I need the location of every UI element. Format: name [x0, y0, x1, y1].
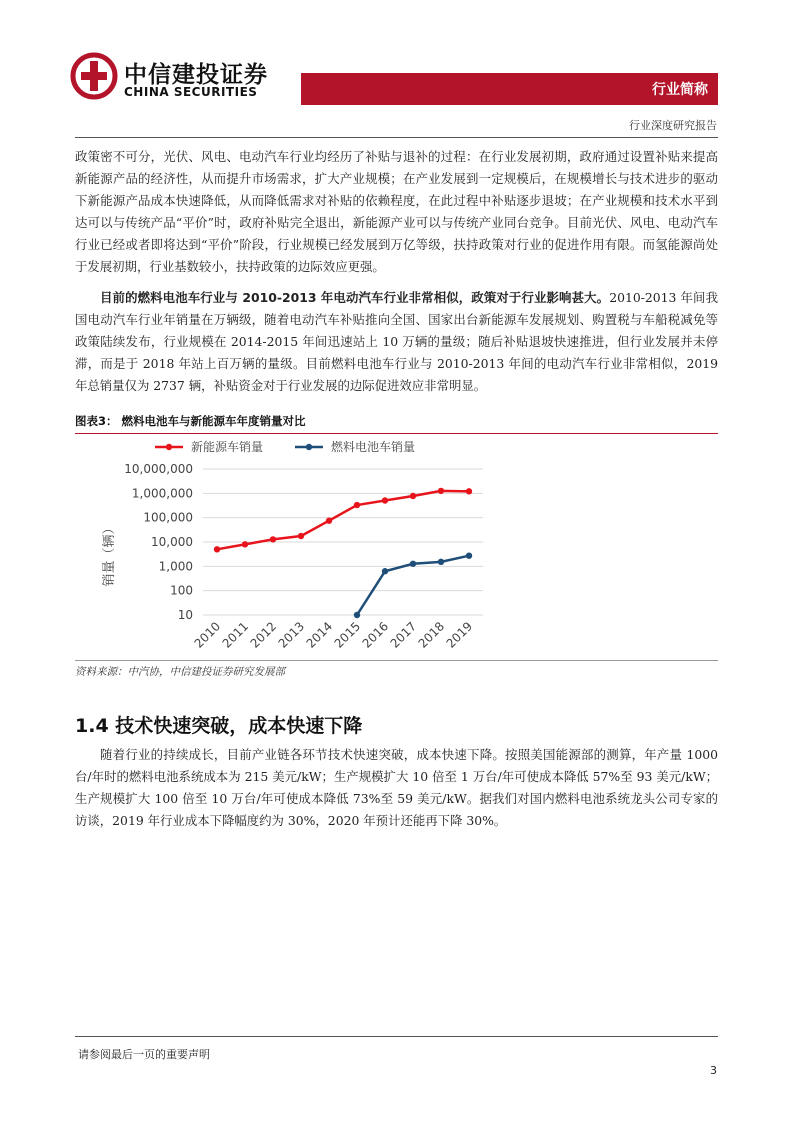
section-heading: 1.4 技术快速突破，成本快速下降	[75, 715, 363, 737]
legend-swatch-marker	[306, 444, 312, 450]
data-point	[354, 502, 360, 508]
brand-name-en: CHINA SECURITIES	[124, 85, 258, 99]
footer-divider	[75, 1036, 718, 1037]
y-tick-label: 100	[170, 583, 193, 598]
data-point	[270, 536, 276, 542]
data-point	[466, 552, 472, 558]
paragraph-2-lead: 目前的燃料电池车行业与 2010-2013 年电动汽车行业非常相似，政策对于行业影响甚大。	[100, 290, 610, 305]
figure-source: 资料来源：中汽协，中信建投证券研究发展部	[75, 666, 285, 678]
paragraph-1: 政策密不可分，光伏、风电、电动汽车行业均经历了补贴与退补的过程：在行业发展初期，政府通过设置补贴来提高新能源产品的经济性，从而提升市场需求，扩大产业规模；在产业发展到一定规模后，在规模增长与技术进步的驱动下新能源产品成本快速降低，从而降低需求对补贴的依赖程度，在此过程中补贴逐步退坡；在产业规模和技术水平到达可以与传统产品“平价”时，政府补贴完全退出，新能源产业可以与传统产业同台竞争。目前光伏、风电、电动汽车行业已经或者即将达到“平价”阶段，行业规模已经发展到万亿等级，扶持政策对行业的促进作用有限。而氢能源尚处于发展初期，行业基数较小，扶持政策的边际效应更强。	[75, 149, 718, 274]
data-point	[242, 541, 248, 547]
figure-title: 图表3： 燃料电池车与新能源车年度销量对比	[75, 414, 306, 428]
x-tick-label: 2010	[191, 619, 224, 651]
header-badge: 行业简称	[652, 82, 708, 98]
page-number: 3	[710, 1064, 717, 1077]
paragraph-3: 随着行业的持续成长，目前产业链各环节技术快速突破，成本快速下降。按照美国能源部的测算，年产量 1000 台/年时的燃料电池系统成本为 215 美元/kW；生产规模扩大 10 倍至 1 万台/年可使成本降低 57%至 93 美元/kW；生产规模扩大 100 倍至 10 万台/年可使成本降低 73%至 59 美元/kW。据我们对国内燃料电池系统龙头公司专家的访谈，2019 年行业成本下降幅度约为 30%，2020 年预计还能再下降 30%。	[75, 747, 718, 828]
legend-label: 新能源车销量	[191, 440, 264, 454]
figure-title-rule	[75, 433, 718, 434]
y-tick-label: 10,000,000	[124, 462, 193, 476]
data-point	[382, 497, 388, 503]
y-tick-label: 10	[177, 608, 193, 622]
paragraph-2-body: 2010-2013 年间我国电动汽车行业年销量在万辆级，随着电动汽车补贴推向全国、国家出台新能源车发展规划、购置税与车船税减免等政策陆续发布，行业规模在 2014-2015 年间迅速站上 10 万辆的量级；随后补贴退坡快速推进，但行业发展并未停滞，而是于 2018 年站上百万辆的量级。目前燃料电池车行业与 2010-2013 年间的电动汽车行业非常相似，2019 年总销量仅为 2737 辆，补贴资金对于行业发展的边际促进效应非常明显。	[75, 290, 718, 393]
china-securities-logo-icon	[70, 52, 118, 100]
y-axis-label: 销量（辆）	[102, 521, 117, 587]
footer-disclaimer: 请参阅最后一页的重要声明	[78, 1048, 210, 1061]
x-tick-label: 2013	[275, 619, 308, 651]
x-tick-label: 2019	[443, 619, 476, 651]
x-tick-label: 2014	[303, 619, 336, 651]
x-tick-label: 2017	[387, 619, 420, 651]
x-tick-label: 2012	[247, 619, 280, 651]
legend-swatch-marker	[166, 444, 172, 450]
data-point	[382, 568, 388, 574]
y-tick-label: 1,000	[158, 559, 193, 574]
data-point	[214, 546, 220, 552]
header-divider	[75, 137, 718, 138]
header-badge-bar	[301, 73, 718, 105]
data-point	[410, 561, 416, 567]
data-point	[466, 488, 472, 494]
x-tick-label: 2018	[415, 619, 448, 651]
data-point	[438, 559, 444, 565]
data-point	[326, 518, 332, 524]
data-point	[410, 493, 416, 499]
data-point	[354, 612, 360, 618]
brand-name-cn: 中信建投证券	[124, 62, 268, 88]
source-rule	[75, 660, 718, 661]
x-tick-label: 2011	[219, 619, 252, 651]
x-tick-label: 2016	[359, 619, 392, 651]
sales-chart	[75, 436, 718, 658]
legend-label: 燃料电池车销量	[331, 440, 416, 454]
x-tick-label: 2015	[331, 619, 364, 651]
series-line-1	[217, 491, 469, 549]
y-tick-label: 100,000	[143, 510, 193, 525]
report-type: 行业深度研究报告	[629, 119, 717, 132]
data-point	[438, 488, 444, 494]
data-point	[298, 533, 304, 539]
paragraph-2	[75, 287, 718, 397]
y-tick-label: 1,000,000	[131, 486, 193, 501]
y-tick-label: 10,000	[151, 535, 193, 549]
